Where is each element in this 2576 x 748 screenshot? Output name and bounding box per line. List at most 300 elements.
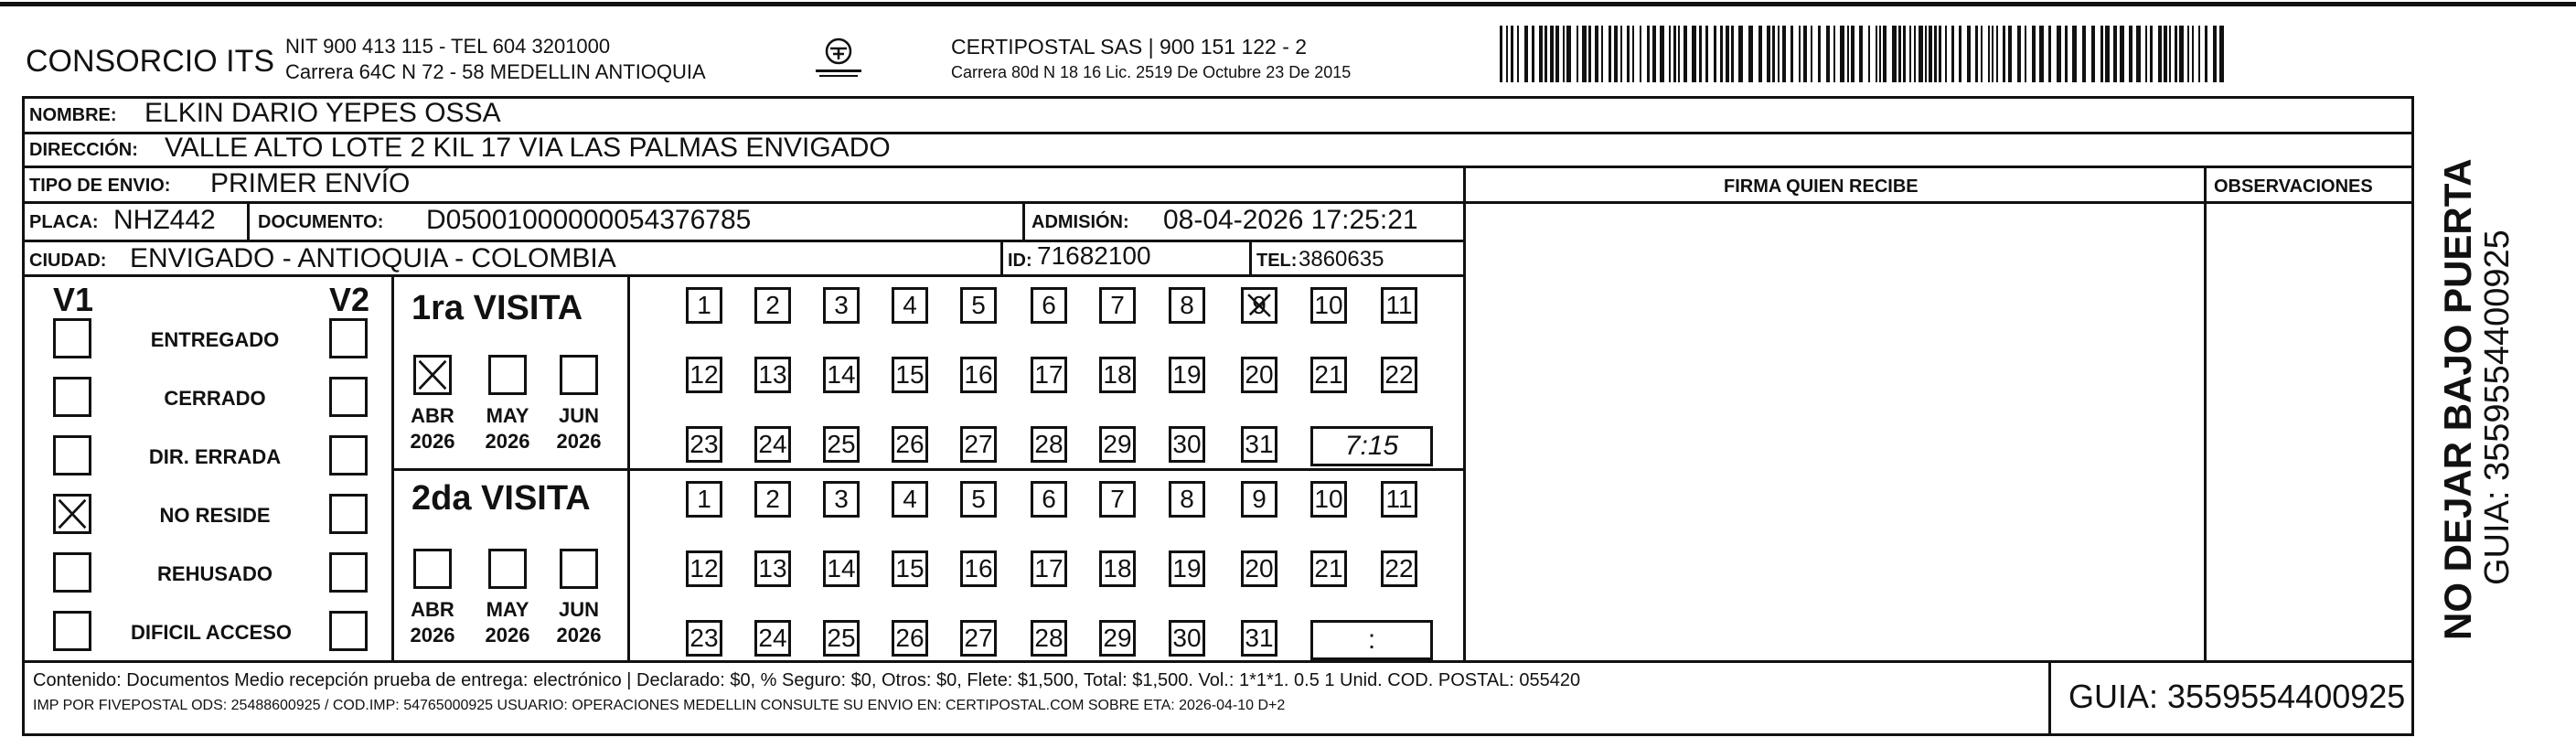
day-number: 15 — [895, 554, 925, 582]
day-checkbox[interactable] — [1169, 550, 1205, 587]
year-label: 2026 — [556, 430, 602, 453]
row-line-3 — [22, 201, 1463, 204]
footer-guia: GUIA: 3559554400925 — [2068, 678, 2406, 715]
barcode-bar — [1669, 26, 1671, 82]
barcode-bar — [1726, 26, 1729, 82]
month-label: JUN — [558, 598, 599, 621]
barcode-bar — [1767, 26, 1770, 82]
barcode-bar — [1868, 26, 1870, 82]
day-checkbox[interactable] — [1381, 357, 1417, 393]
day-number: 4 — [903, 485, 917, 513]
barcode-bar — [1640, 26, 1641, 82]
barcode-bar — [1967, 26, 1971, 82]
visit1-title: 1ra VISITA — [412, 289, 583, 327]
day-checkbox[interactable] — [1099, 481, 1136, 518]
barcode-bar — [1692, 26, 1696, 82]
v1-checkbox[interactable] — [53, 435, 91, 476]
barcode-bar — [1506, 26, 1508, 82]
barcode-bar — [1738, 26, 1743, 82]
placa-sep — [247, 201, 250, 240]
day-number: 3 — [834, 485, 849, 513]
visit2-title: 2da VISITA — [412, 479, 591, 518]
day-checkbox[interactable] — [1310, 287, 1347, 324]
day-checkbox[interactable] — [754, 357, 791, 393]
day-checkbox[interactable] — [960, 550, 997, 587]
company-address: Carrera 64C N 72 - 58 MEDELLIN ANTIOQUIA — [285, 60, 706, 83]
barcode-bar — [1500, 26, 1502, 82]
day-number: 5 — [971, 485, 986, 513]
obs-left-line — [2204, 166, 2207, 660]
month-label: ABR — [411, 404, 454, 427]
day-checkbox[interactable] — [1241, 357, 1277, 393]
footer-line — [22, 660, 2414, 663]
row-line-5 — [22, 274, 1463, 277]
day-number: 21 — [1314, 360, 1343, 389]
barcode-bar — [1975, 26, 1978, 82]
day-checkbox[interactable] — [686, 426, 722, 463]
day-number: 27 — [964, 430, 993, 458]
firma-label: FIRMA QUIEN RECIBE — [1724, 176, 1919, 197]
barcode-bar — [1898, 26, 1901, 82]
time-box[interactable] — [1310, 620, 1433, 660]
barcode-bar — [1934, 26, 1937, 82]
day-number: 17 — [1034, 554, 1064, 582]
barcode-bar — [2158, 26, 2162, 82]
barcode-bar — [1951, 26, 1954, 82]
day-checkbox[interactable] — [1031, 620, 1067, 657]
day-number: 12 — [689, 360, 719, 389]
day-number: 7 — [1110, 291, 1125, 319]
day-checkbox[interactable] — [686, 287, 722, 324]
v1-checkbox[interactable] — [53, 318, 91, 358]
barcode-bar — [2039, 26, 2044, 82]
barcode-bar — [1660, 26, 1664, 82]
top-border — [0, 2, 2576, 6]
v2-checkbox[interactable] — [329, 611, 368, 651]
day-checkbox[interactable] — [823, 550, 860, 587]
barcode-bar — [1678, 26, 1680, 82]
form-right-line — [2411, 96, 2414, 736]
day-checkbox[interactable] — [1099, 426, 1136, 463]
day-checkbox[interactable] — [1099, 357, 1136, 393]
month-checkbox[interactable] — [488, 355, 527, 395]
day-checkbox[interactable] — [1169, 481, 1205, 518]
company-nit: NIT 900 413 115 - TEL 604 3201000 — [285, 35, 611, 58]
day-number: 26 — [895, 430, 925, 458]
v2-checkbox[interactable] — [329, 435, 368, 476]
barcode-bar — [2169, 26, 2171, 82]
day-checkbox[interactable] — [823, 426, 860, 463]
day-checkbox[interactable] — [823, 481, 860, 518]
day-number: 20 — [1245, 554, 1274, 582]
day-number: 10 — [1314, 291, 1343, 319]
day-number: 27 — [964, 624, 993, 652]
day-checkbox[interactable] — [1169, 357, 1205, 393]
status-option-label: ENTREGADO — [150, 328, 280, 351]
day-number: 4 — [903, 291, 917, 319]
day-number: 23 — [689, 430, 719, 458]
v2-checkbox[interactable] — [329, 552, 368, 593]
v2-checkbox[interactable] — [329, 318, 368, 358]
status-option-label: DIFICIL ACCESO — [130, 621, 292, 644]
day-checkbox[interactable] — [892, 620, 928, 657]
barcode-bar — [1851, 26, 1855, 82]
day-checkbox[interactable] — [892, 357, 928, 393]
day-checkbox[interactable] — [1031, 426, 1067, 463]
barcode-bar — [1511, 26, 1513, 82]
day-checkbox[interactable] — [1241, 426, 1277, 463]
day-number: 1 — [697, 291, 711, 319]
day-number: 6 — [1042, 485, 1056, 513]
nombre-label: NOMBRE: — [29, 105, 117, 125]
month-label: MAY — [486, 404, 529, 427]
day-checkbox[interactable] — [1241, 287, 1277, 324]
day-number: 2 — [765, 485, 780, 513]
year-label: 2026 — [485, 430, 530, 453]
tipo-envio-value: PRIMER ENVÍO — [210, 168, 411, 198]
day-number: 29 — [1103, 624, 1132, 652]
form-bottom-line — [22, 733, 2414, 736]
day-checkbox[interactable] — [960, 357, 997, 393]
v1-checkbox[interactable] — [53, 377, 91, 417]
tel-sep — [1249, 240, 1252, 274]
courier-line: CERTIPOSTAL SAS | 900 151 122 - 2 — [951, 35, 1308, 59]
barcode-bar — [1705, 26, 1708, 82]
documento-label: DOCUMENTO: — [258, 212, 384, 232]
day-checkbox[interactable] — [754, 287, 791, 324]
day-number: 28 — [1034, 430, 1064, 458]
day-checkbox[interactable] — [960, 426, 997, 463]
day-number: 12 — [689, 554, 719, 582]
barcode-bar — [2082, 26, 2086, 82]
day-checkbox[interactable] — [1381, 550, 1417, 587]
barcode-bar — [2072, 26, 2077, 82]
day-checkbox[interactable] — [686, 550, 722, 587]
barcode-bar — [1988, 26, 1990, 82]
id-label: ID: — [1008, 251, 1032, 271]
v1-checkbox[interactable] — [53, 611, 91, 651]
barcode-bar — [1601, 26, 1603, 82]
day-number: 11 — [1385, 291, 1413, 319]
admision-label: ADMISIÓN: — [1031, 212, 1129, 232]
day-checkbox[interactable] — [1310, 357, 1347, 393]
barcode-bar — [1539, 26, 1543, 82]
day-checkbox[interactable] — [1099, 287, 1136, 324]
tipo-envio-label: TIPO DE ENVIO: — [29, 176, 171, 196]
barcode-bar — [1996, 26, 1998, 82]
barcode-bar — [2129, 26, 2132, 82]
barcode-bar — [2164, 26, 2167, 82]
ciudad-value: ENVIGADO - ANTIOQUIA - COLOMBIA — [130, 243, 616, 273]
day-number: 15 — [895, 360, 925, 389]
day-checkbox[interactable] — [1031, 550, 1067, 587]
barcode-bar — [2065, 26, 2068, 82]
day-number: 18 — [1103, 554, 1132, 582]
barcode-bar — [1919, 26, 1923, 82]
day-number: 17 — [1034, 360, 1064, 389]
day-number: 5 — [971, 291, 986, 319]
barcode-bar — [2032, 26, 2036, 82]
day-number: 14 — [827, 554, 856, 582]
day-checkbox[interactable] — [823, 287, 860, 324]
admision-value: 08-04-2026 17:25:21 — [1163, 205, 1418, 235]
v1-checkbox[interactable] — [53, 552, 91, 593]
day-checkbox[interactable] — [1031, 481, 1067, 518]
direccion-label: DIRECCIÓN: — [29, 140, 138, 160]
day-checkbox[interactable] — [1310, 550, 1347, 587]
day-checkbox[interactable] — [1241, 550, 1277, 587]
day-checkbox[interactable] — [1099, 620, 1136, 657]
barcode-bar — [1524, 26, 1528, 82]
day-checkbox[interactable] — [892, 550, 928, 587]
day-number: 30 — [1172, 624, 1202, 652]
footer-line1: Contenido: Documentos Medio recepción prueba de entrega: electrónico | Declarado: $0, % Seguro: $0, Otros: $0, Flete: $1,500, Total: $1,500. Vol.: 1*1*1. 0.5 1 Unid. COD. POSTAL: 055420 — [33, 670, 1581, 690]
barcode-bar — [1799, 26, 1801, 82]
barcode-bar — [1929, 26, 1932, 82]
year-label: 2026 — [556, 624, 602, 646]
status-option-label: DIR. ERRADA — [148, 445, 282, 468]
day-checkbox[interactable] — [686, 481, 722, 518]
day-number: 25 — [827, 430, 856, 458]
v1-checkbox[interactable] — [53, 494, 91, 534]
day-number: 9 — [1252, 485, 1267, 513]
day-number: 19 — [1172, 360, 1202, 389]
nombre-value: ELKIN DARIO YEPES OSSA — [144, 98, 501, 128]
barcode-bar — [2205, 26, 2207, 82]
visit-months-right-line — [627, 274, 630, 660]
month-label: JUN — [558, 404, 599, 427]
barcode-bar — [1563, 26, 1565, 82]
day-number: 25 — [827, 624, 856, 652]
day-number: 22 — [1384, 554, 1414, 582]
day-number: 21 — [1314, 554, 1343, 582]
status-option-label: REHUSADO — [157, 562, 273, 585]
v1-label: V1 — [53, 281, 94, 318]
day-number: 11 — [1385, 485, 1413, 513]
month-checkbox[interactable] — [560, 549, 598, 589]
day-checkbox[interactable] — [960, 620, 997, 657]
direccion-value: VALLE ALTO LOTE 2 KIL 17 VIA LAS PALMAS ENVIGADO — [165, 133, 891, 163]
barcode-bar — [1632, 26, 1634, 82]
day-checkbox[interactable] — [892, 481, 928, 518]
month-label: ABR — [411, 598, 454, 621]
barcode-bar — [1826, 26, 1830, 82]
month-checkbox[interactable] — [413, 549, 452, 589]
barcode-bar — [1892, 26, 1897, 82]
day-checkbox[interactable] — [823, 620, 860, 657]
visit-panel-left-line — [391, 274, 394, 660]
barcode-bar — [1647, 26, 1650, 82]
barcode-bar — [1699, 26, 1702, 82]
barcode-bar — [2091, 26, 2095, 82]
barcode-bar — [1772, 26, 1775, 82]
day-checkbox[interactable] — [1031, 287, 1067, 324]
time-value: : — [1367, 625, 1376, 655]
barcode-bar — [2017, 26, 2021, 82]
barcode-bar — [1532, 26, 1534, 82]
day-number: 8 — [1180, 291, 1194, 319]
barcode-bar — [1778, 26, 1780, 82]
day-number: 31 — [1245, 624, 1274, 652]
barcode-bar — [1627, 26, 1630, 82]
barcode-bar — [1909, 26, 1911, 82]
day-checkbox[interactable] — [1169, 287, 1205, 324]
admision-sep — [1022, 201, 1025, 240]
barcode-bar — [2120, 26, 2124, 82]
day-number: 3 — [834, 291, 849, 319]
year-label: 2026 — [410, 624, 455, 646]
month-checkbox[interactable] — [488, 549, 527, 589]
barcode-bar — [2025, 26, 2026, 82]
day-checkbox[interactable] — [823, 357, 860, 393]
barcode-bar — [2100, 26, 2103, 82]
barcode-bar — [1790, 26, 1793, 82]
barcode-bar — [1945, 26, 1947, 82]
day-checkbox[interactable] — [754, 550, 791, 587]
day-number: 19 — [1172, 554, 1202, 582]
day-number: 7 — [1110, 485, 1125, 513]
barcode-bar — [1959, 26, 1961, 82]
barcode-bar — [1550, 26, 1554, 82]
day-checkbox[interactable] — [1241, 620, 1277, 657]
side-guia: GUIA: 3559554400925 — [2478, 230, 2517, 585]
barcode-bar — [2003, 26, 2005, 82]
barcode-bar — [1517, 26, 1519, 82]
barcode-bar — [1614, 26, 1618, 82]
barcode-bar — [1914, 26, 1916, 82]
barcode-bar — [2136, 26, 2141, 82]
v2-label: V2 — [329, 281, 370, 318]
barcode-bar — [2008, 26, 2012, 82]
barcode-bar — [1847, 26, 1849, 82]
day-checkbox[interactable] — [960, 287, 997, 324]
day-checkbox[interactable] — [1310, 481, 1347, 518]
id-sep — [1000, 240, 1003, 274]
day-checkbox[interactable] — [1241, 481, 1277, 518]
day-checkbox[interactable] — [686, 357, 722, 393]
barcode-bar — [1720, 26, 1723, 82]
barcode-bar — [1883, 26, 1887, 82]
day-number: 29 — [1103, 430, 1132, 458]
day-checkbox[interactable] — [1031, 357, 1067, 393]
barcode-bar — [1925, 26, 1927, 82]
barcode-bar — [1859, 26, 1863, 82]
placa-label: PLACA: — [29, 212, 99, 232]
day-number: 16 — [964, 360, 993, 389]
id-value: 71682100 — [1037, 241, 1151, 270]
row-line-obs — [1463, 201, 2414, 204]
barcode-bar — [2150, 26, 2153, 82]
day-number: 18 — [1103, 360, 1132, 389]
barcode-bar — [2057, 26, 2061, 82]
day-number: 2 — [765, 291, 780, 319]
v2-checkbox[interactable] — [329, 494, 368, 534]
barcode-bar — [1840, 26, 1844, 82]
v2-checkbox[interactable] — [329, 377, 368, 417]
barcode-bar — [1555, 26, 1559, 82]
barcode-bar — [1673, 26, 1676, 82]
day-number: 16 — [964, 554, 993, 582]
barcode-bar — [1577, 26, 1578, 82]
day-number: 1 — [697, 485, 711, 513]
tel-value: 3860635 — [1299, 247, 1384, 272]
day-checkbox[interactable] — [754, 426, 791, 463]
barcode-bar — [1595, 26, 1598, 82]
day-number: 26 — [895, 624, 925, 652]
day-number: 6 — [1042, 291, 1056, 319]
row-line-4 — [22, 240, 1463, 242]
barcode-bar — [1903, 26, 1906, 82]
tel-label: TEL: — [1256, 251, 1298, 271]
day-number: 22 — [1384, 360, 1414, 389]
ciudad-label: CIUDAD: — [29, 251, 107, 271]
day-number: 31 — [1245, 430, 1274, 458]
day-checkbox[interactable] — [1381, 481, 1417, 518]
barcode-bar — [2145, 26, 2147, 82]
day-checkbox[interactable] — [754, 620, 791, 657]
day-number: 24 — [758, 624, 787, 652]
barcode-bar — [2113, 26, 2117, 82]
barcode-bar — [1748, 26, 1753, 82]
time-value: 7:15 — [1344, 431, 1399, 461]
month-checkbox[interactable] — [413, 355, 452, 395]
year-label: 2026 — [410, 430, 455, 453]
barcode-bar — [2105, 26, 2110, 82]
day-number: 30 — [1172, 430, 1202, 458]
day-number: 24 — [758, 430, 787, 458]
guia-left-line — [2048, 660, 2051, 733]
documento-value: D05001000000054376785 — [426, 205, 752, 235]
day-checkbox[interactable] — [892, 287, 928, 324]
day-checkbox[interactable] — [754, 481, 791, 518]
barcode-bar — [2213, 26, 2217, 82]
barcode-bar — [2179, 26, 2184, 82]
barcode-bar — [1939, 26, 1941, 82]
month-label: MAY — [486, 598, 529, 621]
barcode-bar — [1833, 26, 1835, 82]
barcode-bar — [1981, 26, 1983, 82]
month-checkbox[interactable] — [560, 355, 598, 395]
day-checkbox[interactable] — [1169, 620, 1205, 657]
barcode-bar — [1758, 26, 1762, 82]
courier-address: Carrera 80d N 18 16 Lic. 2519 De Octubre 23 De 2015 — [951, 63, 1352, 81]
company-name: CONSORCIO ITS — [26, 44, 275, 79]
day-number: 9 — [1252, 291, 1267, 319]
day-number: 20 — [1245, 360, 1274, 389]
barcode-bar — [1652, 26, 1656, 82]
day-checkbox[interactable] — [1169, 426, 1205, 463]
time-box[interactable] — [1310, 426, 1433, 466]
barcode-bar — [1879, 26, 1881, 82]
barcode-bar — [1782, 26, 1786, 82]
day-checkbox[interactable] — [686, 620, 722, 657]
barcode-bar — [1714, 26, 1716, 82]
day-checkbox[interactable] — [960, 481, 997, 518]
barcode-bar — [1620, 26, 1622, 82]
day-checkbox[interactable] — [1099, 550, 1136, 587]
barcode-bar — [1566, 26, 1571, 82]
footer-line2: IMP POR FIVEPOSTAL ODS: 25488600925 / COD.IMP: 54765000925 USUARIO: OPERACIONES MEDELLIN CONSULTE SU ENVIO EN: CERTIPOSTAL.COM SOBRE ETA: 2026-04-10 D+2 — [33, 698, 1286, 713]
barcode-bar — [1992, 26, 1993, 82]
day-checkbox[interactable] — [892, 426, 928, 463]
day-checkbox[interactable] — [1381, 287, 1417, 324]
day-number: 8 — [1180, 485, 1194, 513]
side-no-dejar: NO DEJAR BAJO PUERTA — [2436, 158, 2479, 640]
barcode-bar — [2175, 26, 2177, 82]
barcode-bar — [1811, 26, 1812, 82]
barcode-bar — [2198, 26, 2200, 82]
barcode-bar — [1818, 26, 1821, 82]
